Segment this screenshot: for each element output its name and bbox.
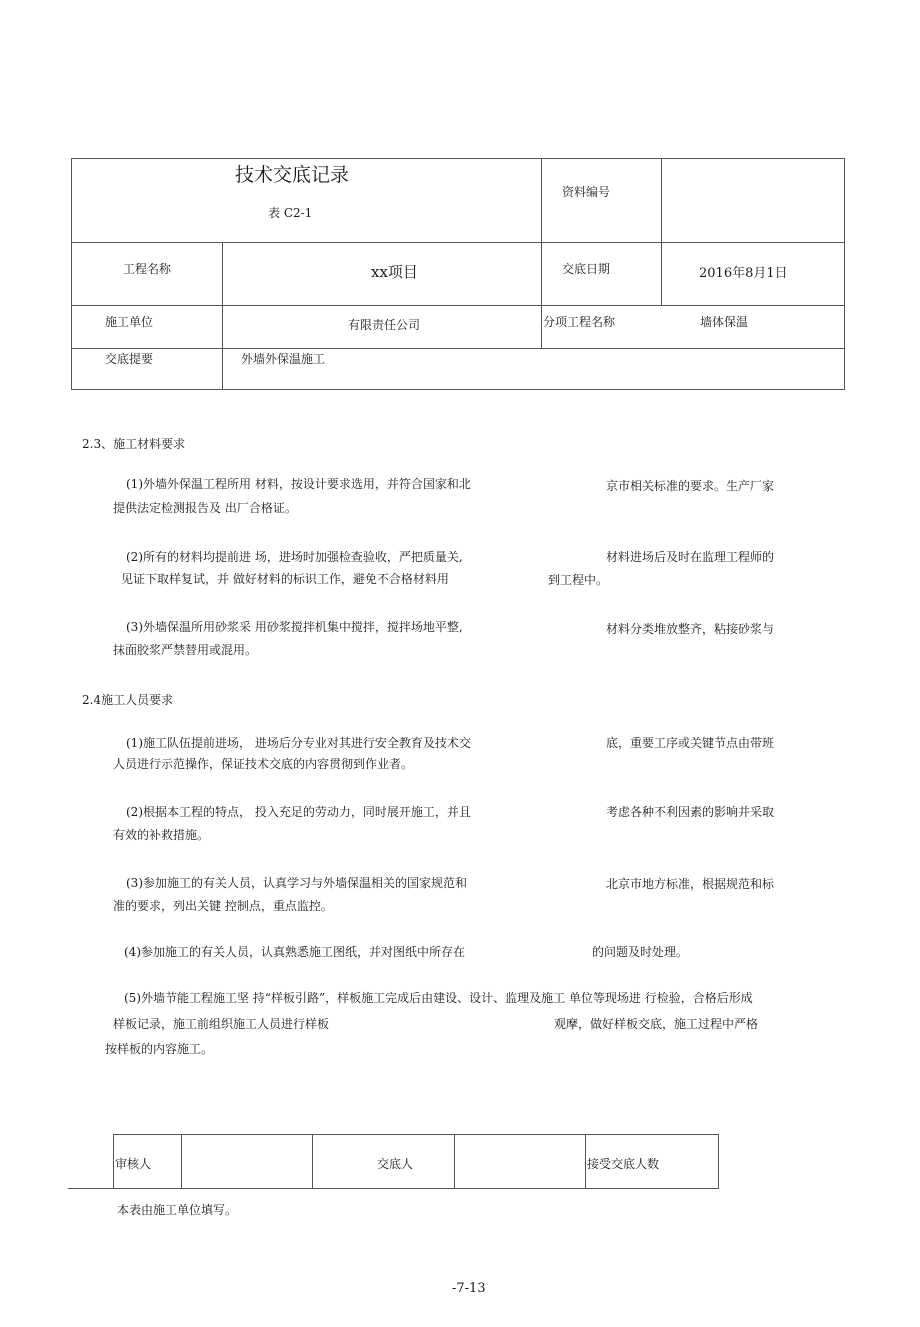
paragraph-line: 准的要求，列出关键 控制点，重点监控。 xyxy=(113,899,333,913)
summary-label: 交底提要 xyxy=(105,352,154,366)
discloser-label: 交底人 xyxy=(377,1157,414,1171)
section-heading: 2.4施工人员要求 xyxy=(82,693,174,707)
divider xyxy=(181,1135,182,1188)
divider xyxy=(661,159,662,305)
subitem-label: 分项工程名称 xyxy=(543,315,616,329)
page-number: -7-13 xyxy=(452,1281,486,1296)
divider xyxy=(72,305,844,306)
paragraph-line: 京市相关标准的要求。生产厂家 xyxy=(606,479,775,493)
date-label: 交底日期 xyxy=(562,262,611,276)
paragraph-line: 材料分类堆放整齐，粘接砂浆与 xyxy=(606,622,775,636)
divider xyxy=(222,242,223,390)
paragraph-line: 考虑各种不利因素的影响并采取 xyxy=(606,805,775,819)
page-title: 技术交底记录 xyxy=(235,164,350,186)
paragraph-line: (2)根据本工程的特点， 投入充足的劳动力，同时展开施工，并且 xyxy=(126,805,471,819)
divider xyxy=(72,242,844,243)
divider xyxy=(68,1188,115,1189)
paragraph-line: 提供法定检测报告及 出厂合格证。 xyxy=(113,501,297,515)
paragraph-line: 见证下取样复试，并 做好材料的标识工作，避免不合格材料用 xyxy=(121,572,449,586)
paragraph-line: 观摩，做好样板交底，施工过程中严格 xyxy=(554,1017,759,1031)
form-number: 表 C2-1 xyxy=(268,206,313,220)
divider xyxy=(585,1135,586,1188)
paragraph-line: (1)外墙外保温工程所用 材料，按设计要求选用，并符合国家和北 xyxy=(126,477,471,491)
paragraph-line: (4)参加施工的有关人员，认真熟悉施工图纸，并对图纸中所存在 xyxy=(124,945,466,959)
paragraph-line: 人员进行示范操作，保证技术交底的内容贯彻到作业者。 xyxy=(113,757,414,771)
paragraph-line: 底，重要工序或关键节点由带班 xyxy=(606,736,775,750)
paragraph-line: 北京市地方标准，根据规范和标 xyxy=(606,877,775,891)
paragraph-line: 有效的补救措施。 xyxy=(113,828,210,842)
date-value: 2016年8月1日 xyxy=(699,266,788,281)
divider xyxy=(454,1135,455,1188)
divider xyxy=(72,348,844,349)
project-name-value: xx项目 xyxy=(371,263,418,281)
paragraph-line: 样板记录，施工前组织施工人员进行样板 xyxy=(113,1017,330,1031)
paragraph-line: (3)外墙保温所用砂浆采 用砂浆搅拌机集中搅拌，搅拌场地平整, xyxy=(126,620,463,634)
section-heading: 2.3、施工材料要求 xyxy=(82,437,186,451)
constructor-label: 施工单位 xyxy=(105,315,154,329)
paragraph-line: (2)所有的材料均提前进 场，进场时加强检查验收，严把质量关, xyxy=(126,550,463,564)
paragraph-line: 按样板的内容施工。 xyxy=(105,1042,214,1056)
divider xyxy=(312,1135,313,1188)
project-name-label: 工程名称 xyxy=(123,262,172,276)
paragraph-line: 材料进场后及时在监理工程师的 xyxy=(606,550,775,564)
constructor-value: 有限责任公司 xyxy=(348,318,421,332)
paragraph-line: (3)参加施工的有关人员，认真学习与外墙保温相关的国家规范和 xyxy=(126,876,468,890)
paragraph-line: (5)外墙节能工程施工坚 持“样板引路”，样板施工完成后由建设、设计、监理及施工 单位等现场进 行检验，合格后形成 xyxy=(124,991,753,1005)
receivers-label: 接受交底人数 xyxy=(587,1157,660,1171)
doc-number-label: 资料编号 xyxy=(562,185,611,199)
paragraph-line: 到工程中。 xyxy=(548,573,609,587)
subitem-value: 墙体保温 xyxy=(700,315,749,329)
footnote: 本表由施工单位填写。 xyxy=(117,1203,238,1217)
paragraph-line: (1)施工队伍提前进场， 进场后分专业对其进行安全教育及技术交 xyxy=(126,736,471,750)
summary-value: 外墙外保温施工 xyxy=(241,352,326,366)
reviewer-label: 审核人 xyxy=(115,1157,152,1171)
paragraph-line: 抹面胶浆严禁替用或混用。 xyxy=(113,643,258,657)
paragraph-line: 的问题及时处理。 xyxy=(592,945,689,959)
divider xyxy=(541,159,542,349)
